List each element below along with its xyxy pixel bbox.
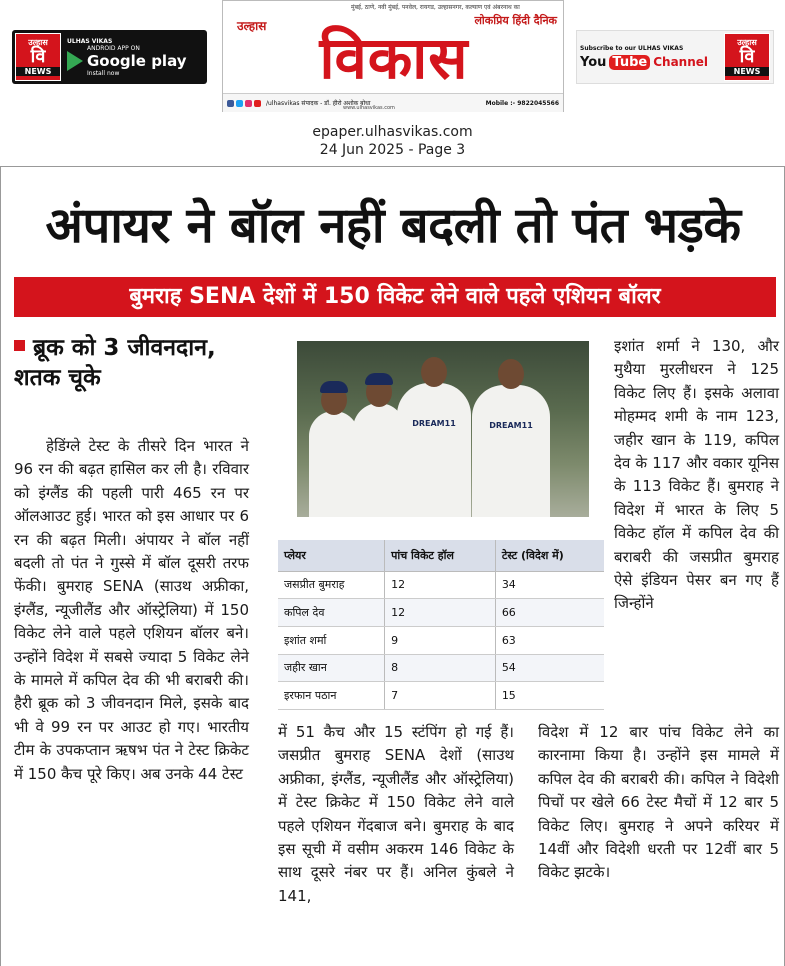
table-header-cell: पांच विकेट हॉल [385,540,496,571]
photo-jersey-logo: DREAM11 [412,419,456,428]
table-header-cell: टेस्ट (विदेश में) [495,540,604,571]
youtube-channel-text: Channel [653,55,709,69]
instagram-icon[interactable] [245,100,252,107]
google-play-icon [67,51,83,71]
youtube-tube-text: Tube [609,55,650,70]
article-column-2 [278,721,514,908]
ulhas-news-logo-right [724,33,770,81]
table-cell: जहीर खान [278,654,385,682]
newspaper-masthead [222,0,564,112]
ulhas-news-logo [15,33,61,81]
logo-bottom-text: NEWS [16,67,60,76]
table-row [278,626,604,654]
logo-bottom-text: NEWS [725,67,769,76]
player-figure [397,383,471,517]
youtube-channel-banner[interactable] [576,30,774,84]
social-icons [227,100,261,107]
epaper-url: epaper.ulhasvikas.com [312,124,473,140]
android-app-banner[interactable] [12,30,207,84]
app-brand: ULHAS VIKAS [67,37,113,45]
article-column-3-top [614,335,779,616]
masthead-website[interactable]: www.ulhasvikas.com [343,105,395,111]
youtube-icon[interactable] [254,100,261,107]
table-cell: 12 [385,599,496,627]
twitter-icon[interactable] [236,100,243,107]
youtube-subscribe-text: Subscribe to our ULHAS VIKAS [580,44,684,52]
logo-top-text: उल्हास [737,38,757,47]
article-clipping [0,166,785,966]
table-cell: 66 [495,599,604,627]
article-column-3-bottom [538,721,779,885]
player-figure [309,411,359,517]
team-photo [297,341,589,517]
masthead-tagline: लोकप्रिय हिंदी दैनिक [474,14,557,27]
column-2-text: में 51 कैच और 15 स्टंपिंग हो गई हैं। जसप्रीत बुमराह SENA देशों (साउथ अफ्रीका, इंग्लैंड, न्यूजीलैंड और ऑस्ट्रेलिया) में टेस्ट क्रिकेट में 150 विकेट लेने वाले पहले एशियन गेंदबाज बने। बुमराह के बाद इस सूची में वसीम अकरम 146 विकेट के साथ दूसरे नंबर पर हैं। अनिल कुंबले ने 141, [278,723,514,905]
masthead-mobile: Mobile :- 9822045566 [485,99,559,107]
table-cell: 8 [385,654,496,682]
youtube-you-text: You [580,54,607,70]
logo-top-text: उल्हास [28,38,48,47]
masthead-title: विकास [319,24,469,92]
logo-mid-text: वि [30,46,46,67]
table-cell: 34 [495,571,604,599]
column-3-bottom-text: विदेश में 12 बार पांच विकेट लेने का कारनामा किया है। उन्होंने इस मामले में कपिल देव की बराबरी की। कपिल ने विदेशी पिचों पर खेले 66 टेस्ट मैचों में 12 बार 5 विकेट लिए। बुमराह ने अपने करियर में 14वीं और विदेशी धरती पर 12वीं बार 5 विकेट झटके। [538,723,779,882]
side-heading-text: ब्रूक को 3 जीवनदान, शतक चूके [14,335,216,391]
masthead-subtitle: उल्हास [237,19,267,33]
table-cell: 12 [385,571,496,599]
photo-jersey-logo: DREAM11 [489,421,533,430]
table-cell: जसप्रीत बुमराह [278,571,385,599]
table-cell: 7 [385,682,496,710]
red-bullet-icon [14,340,25,351]
table-row [278,571,604,599]
table-cell: इरफान पठान [278,682,385,710]
table-row [278,654,604,682]
table-cell: 15 [495,682,604,710]
android-app-label: ANDROID APP ON [87,44,140,52]
masthead-editor: /ulhasvikas संपादक - डॉ. हीरो अशोक बोधा [266,100,371,107]
facebook-icon[interactable] [227,100,234,107]
table-cell: 54 [495,654,604,682]
install-now-label: Install now [87,69,120,77]
epaper-date: 24 Jun 2025 - Page 3 [319,142,466,158]
table-row [278,599,604,627]
side-heading [14,333,260,393]
table-cell: 63 [495,626,604,654]
column-1-text: हेडिंग्ले टेस्ट के तीसरे दिन भारत ने 96 रन की बढ़त हासिल कर ली है। रविवार को इंग्लैंड की पहली पारी 465 रन पर ऑलआउट हुई। भारत को इस आधार पर 6 रन की बढ़त मिली। अंपायर ने बॉल नहीं बदली तो पंत ने गुस्से में बॉल दूसरी तरफ फेंकी। बुमराह SENA (साउथ अफ्रीका, इंग्लैंड, न्यूजीलैंड और ऑस्ट्रेलिया) में 150 विकेट लेने वाले पहले एशियन बॉलर बने। उन्होंने विदेश में सबसे ज्यादा 5 विकेट लेने के मामले में कपिल देव की भी बराबरी की। हैरी ब्रूक को 3 जीवनदान मिले, इसके बाद भी वे 99 रन पर आउट हो गए। भारतीय टीम के उपकप्तान ऋषभ पंत ने टेस्ट क्रिकेट में 150 कैच पूरे किए। अब उनके 44 टेस्ट [14,437,249,783]
table-cell: 9 [385,626,496,654]
article-column-1 [14,435,249,786]
article-subhead: बुमराह SENA देशों में 150 विकेट लेने वाले पहले एशियन बॉलर [14,277,776,317]
column-3-top-text: इशांत शर्मा ने 130, और मुथैया मुरलीधरन ने 125 विकेट लिए हैं। इसके अलावा मोहम्मद शमी के नाम 123, जहीर खान के 119, कपिल देव के 117 और वकार यूनिस के 113 विकेट हैं। बुमराह ने विदेश में भारत के लिए 5 विकेट हॉल में कपिल देव की बराबरी की जसप्रीत बुमराह ऐसे इंडियन पेसर बन गए हैं जिन्होंने [614,337,779,613]
logo-mid-text: वि [739,46,755,67]
masthead-cities: मुंबई, ठाणे, नवी मुंबई, पनवेल, रायगड, उल्हासनगर, कल्याण एवं अंबरनाथ का [351,4,520,11]
table-header-row [278,540,604,571]
table-row [278,682,604,710]
google-play-label: Google play [87,51,187,70]
table-cell: इशांत शर्मा [278,626,385,654]
player-figure [472,385,550,517]
article-headline: अंपायर ने बॉल नहीं बदली तो पंत भड़के [45,197,741,254]
table-cell: कपिल देव [278,599,385,627]
five-wicket-haul-table [278,540,604,710]
table-header-cell: प्लेयर [278,540,385,571]
